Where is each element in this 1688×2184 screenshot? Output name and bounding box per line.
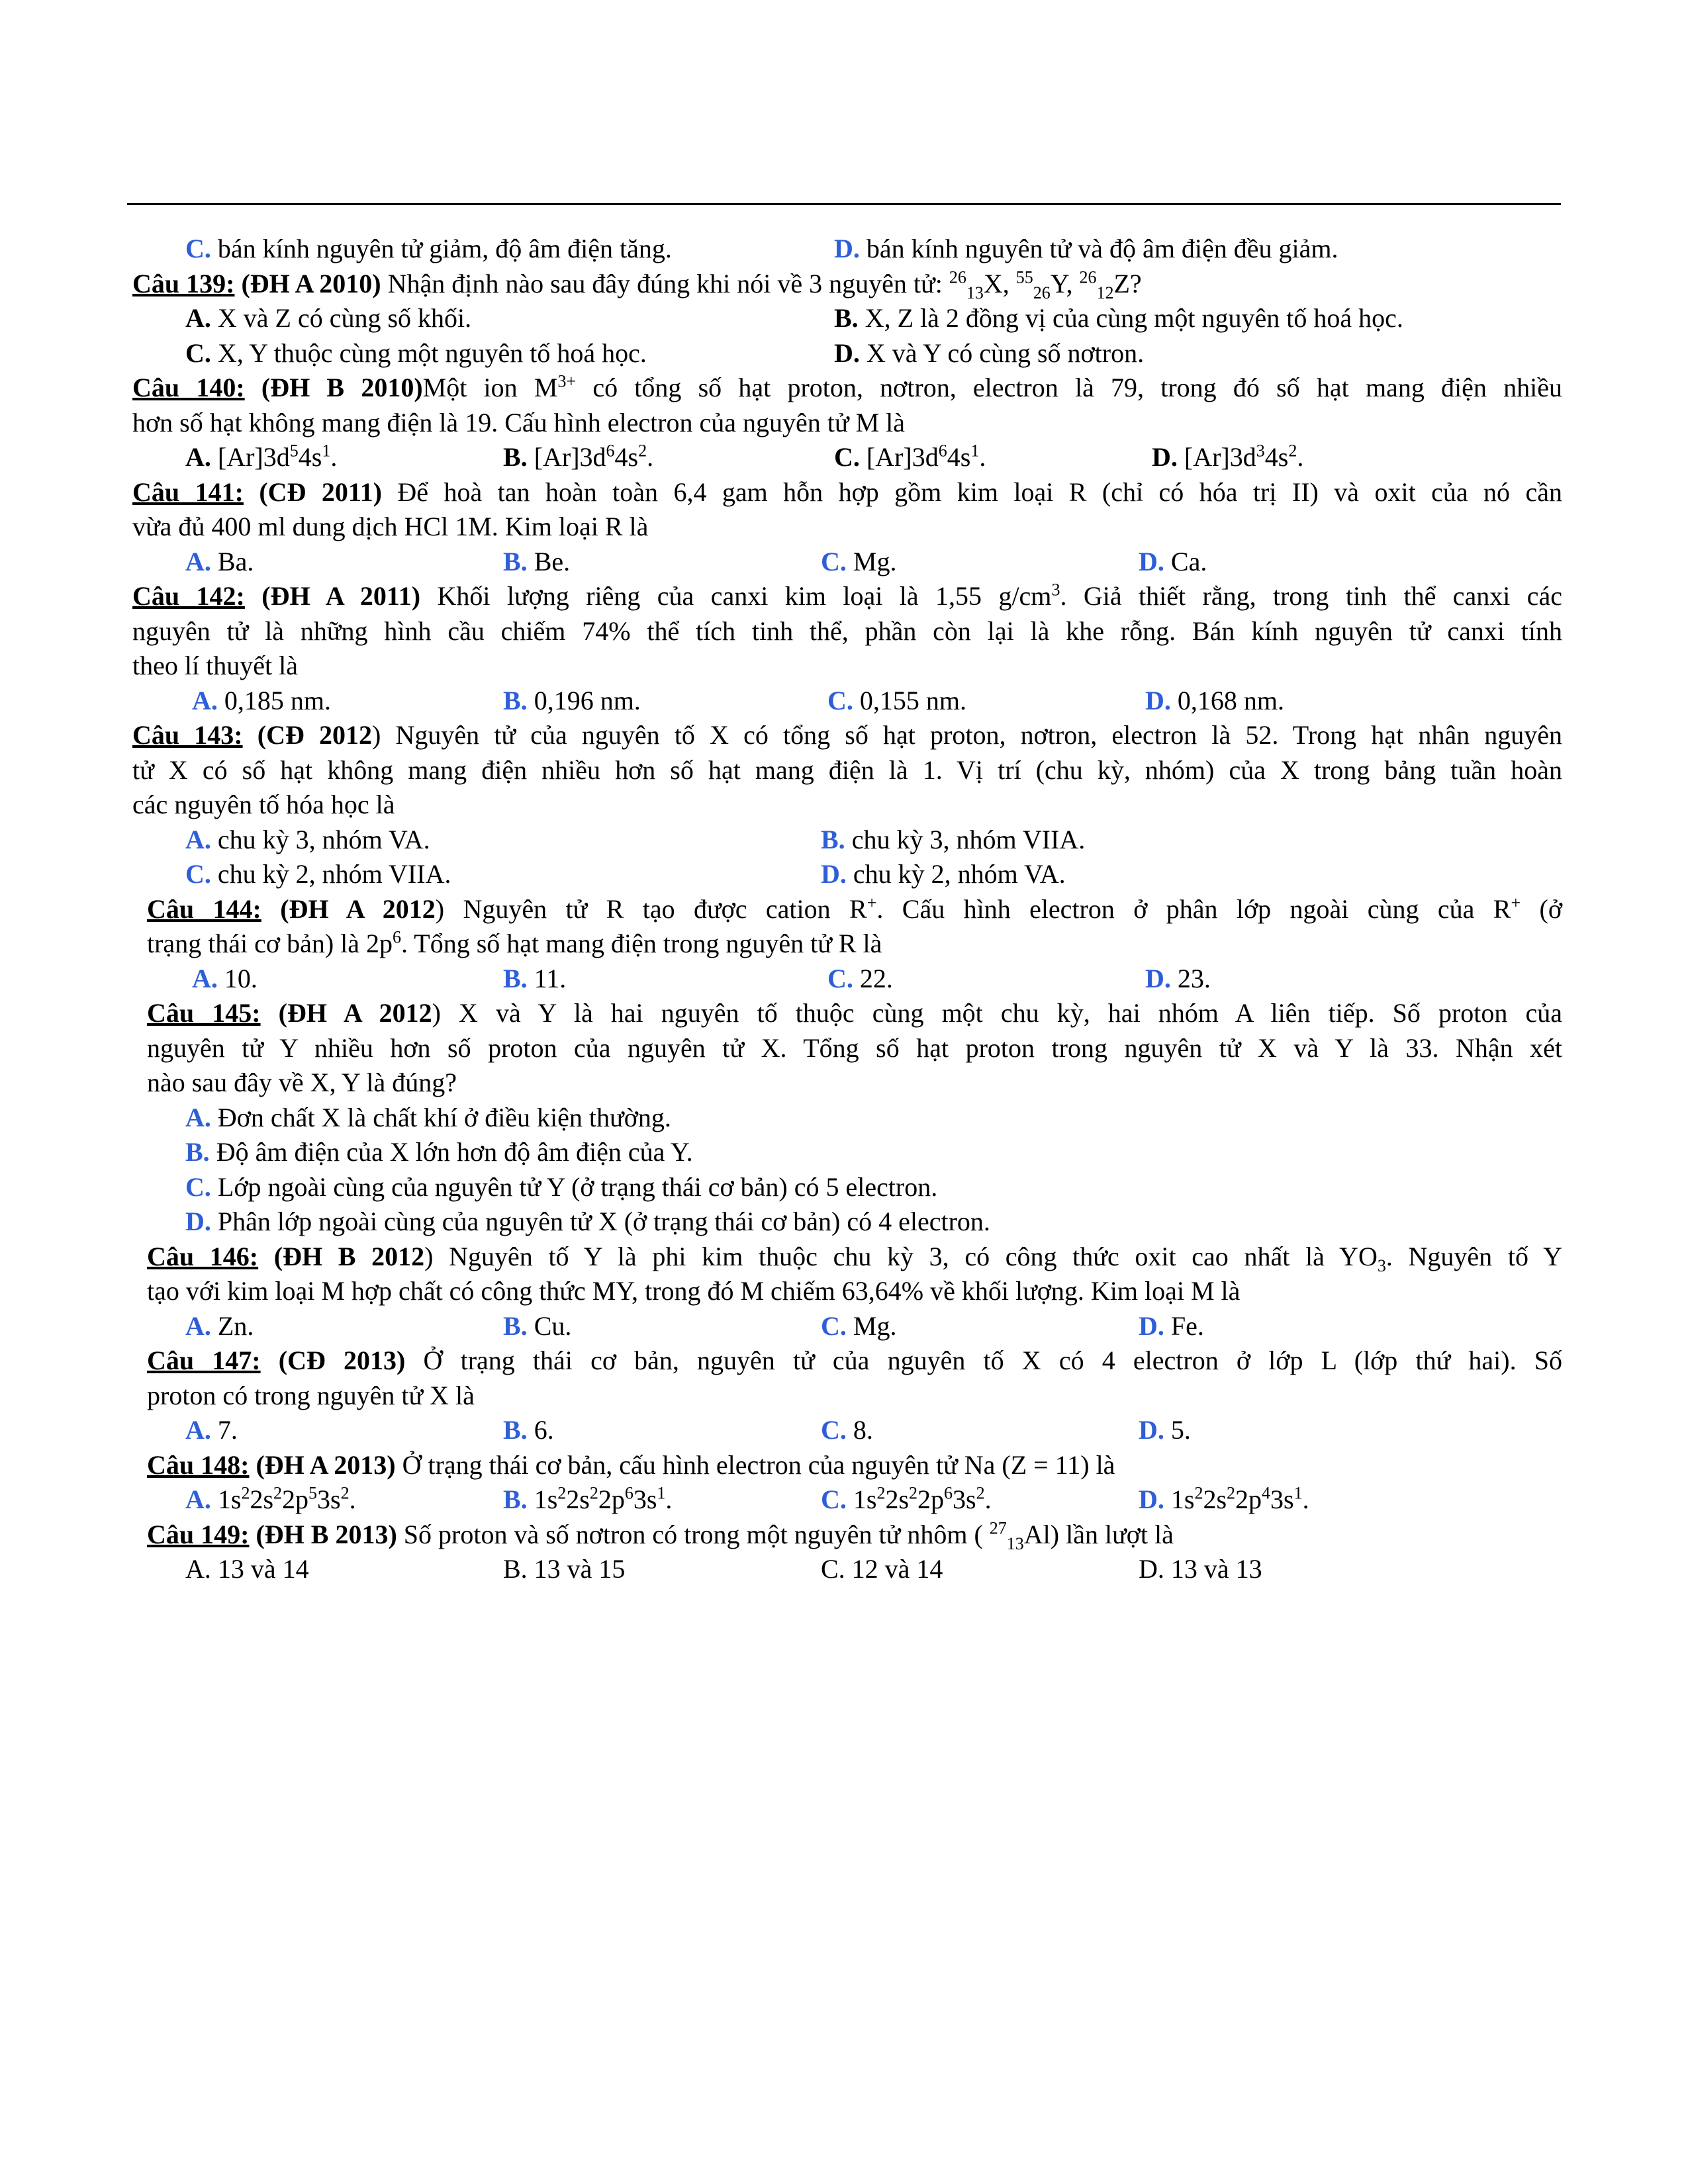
option-letter: A. [185, 546, 211, 576]
question-label: Câu 144: [147, 893, 261, 924]
option-text: 0,185 nm. [217, 685, 332, 715]
q144-stem-line1 [132, 892, 1562, 927]
q147-option-a [185, 1413, 238, 1448]
atom-y: $^{55}_{26}$Y, [1015, 267, 1080, 302]
option-text: Lớp ngoài cùng của nguyên tử Y (ở trạng thái cơ bản) có 5 electron. [211, 1171, 938, 1202]
question-source: (CĐ 2012 [257, 720, 373, 750]
option-text: bán kính nguyên tử giảm, độ âm điện tăng. [211, 234, 672, 263]
exponent: 3 [1051, 580, 1060, 600]
option-text: 23. [1170, 963, 1211, 993]
option-text: Đơn chất X là chất khí ở điều kiện thường. [211, 1102, 671, 1132]
q146-stem-line1 [132, 1240, 1562, 1275]
question-source: (ĐH B 2013) [256, 1519, 397, 1549]
q149-option-c: C. 12 và 14 [821, 1554, 943, 1584]
q145-option-c [132, 1170, 1562, 1205]
question-source: (ĐH A 2011) [261, 581, 421, 611]
question-label: Câu 145: [147, 998, 261, 1028]
option-letter: A. [185, 1310, 211, 1341]
q139-option-a [185, 301, 471, 336]
stem-text: . Giả thiết rằng, trong tinh thể canxi các [1060, 581, 1563, 611]
q142-options [132, 684, 1562, 719]
question-list [132, 232, 1562, 1587]
q140-option-a: A. $[Ar]3d^54s^1$. [185, 441, 338, 472]
option-letter: C. [827, 963, 853, 993]
q147-option-c [821, 1413, 873, 1448]
question-source: (ĐH A 2013) [256, 1449, 396, 1480]
option-letter: D. [1139, 1415, 1164, 1445]
option-text: X và Y có cùng số nơtron. [859, 338, 1145, 368]
question-source: (ĐH B 2012 [273, 1241, 425, 1271]
option-letter: B. [503, 1415, 528, 1445]
option-letter: D. [1145, 685, 1171, 715]
option-text: X và Z có cùng số khối. [211, 303, 472, 333]
q140-options [132, 440, 1562, 475]
q141-option-d [1139, 545, 1207, 580]
option-text: Mg. [846, 1310, 897, 1341]
q146-option-c [821, 1309, 896, 1344]
q138-option-c [185, 232, 672, 267]
option-text: chu kỳ 2, nhóm VIIA. [211, 859, 451, 889]
header-rule [127, 203, 1561, 205]
q143-option-d [821, 857, 1066, 892]
option-text: 22. [853, 963, 893, 993]
option-letter: B. [503, 963, 528, 993]
subscript: 3 [1377, 1255, 1386, 1275]
q147-stem-line2: proton có trong nguyên tử X là [147, 1380, 475, 1410]
stem-text: Ở trạng thái cơ bản, cấu hình electron của nguyên tử Na (Z = 11) là [395, 1449, 1115, 1480]
q141-option-a [185, 545, 254, 580]
q144-option-d [1145, 962, 1211, 997]
option-letter: A. [192, 963, 218, 993]
option-text: Zn. [211, 1310, 254, 1341]
option-letter: B. [503, 685, 528, 715]
question-label: Câu 143: [132, 720, 243, 750]
mass-number: 27 [989, 1518, 1007, 1538]
option-letter: D. [185, 1206, 211, 1236]
q146-option-b [503, 1309, 571, 1344]
q149-options [132, 1552, 1562, 1587]
option-letter: C. [185, 859, 211, 889]
option-letter: D. [821, 859, 847, 889]
option-letter: D. [1139, 1484, 1164, 1514]
q146-options [132, 1309, 1562, 1344]
option-letter: A. [185, 1484, 211, 1514]
option-text: Ba. [211, 546, 254, 576]
option-letter: C. [185, 1171, 211, 1202]
q149-option-a: A. 13 và 14 [185, 1554, 309, 1584]
stem-text: . Nguyên tố Y [1385, 1241, 1563, 1271]
q148-stem [132, 1448, 1562, 1483]
q143-options-cd [132, 857, 1562, 892]
q142-option-d [1145, 684, 1284, 719]
option-letter: B. [185, 1137, 210, 1167]
q147-option-b [503, 1413, 554, 1448]
option-letter: B. [503, 1484, 528, 1514]
stem-text: ) X và Y là hai nguyên tố thuộc cùng một chu kỳ, hai nhóm A liên tiếp. Số proton của [432, 998, 1563, 1028]
option-text: chu kỳ 3, nhóm VIIA. [845, 824, 1086, 854]
option-text: Fe. [1164, 1310, 1204, 1341]
question-source: (ĐH A 2012 [278, 998, 432, 1028]
q141-stem-line1 [132, 475, 1562, 510]
q145-option-d [132, 1205, 1562, 1240]
q146-stem-line2: tạo với kim loại M hợp chất có công thức MY, trong đó M chiếm 63,64% về khối lượng. Kim loại M là [147, 1276, 1241, 1306]
option-letter: B. [503, 442, 528, 472]
q145-stem-line2: nguyên tử Y nhiều hơn số proton của nguyên tử X. Tổng số hạt proton trong nguyên tử X và Y là 33. Nhận xét [147, 1032, 1562, 1063]
q140-stem-line2: hơn số hạt không mang điện là 19. Cấu hình electron của nguyên tử M là [132, 407, 906, 437]
q146-option-a [185, 1309, 254, 1344]
question-label: Câu 146: [147, 1241, 259, 1271]
q143-option-c [185, 857, 451, 892]
q149-option-d: D. 13 và 13 [1139, 1554, 1262, 1584]
q148-options [132, 1482, 1562, 1518]
q148-option-d: D. $1s^22s^22p^43s^1$. [1139, 1483, 1309, 1514]
question-stem: Nhận định nào sau đây đúng khi nói về 3 nguyên tử: [381, 268, 949, 298]
stem-text: ) Nguyên tử của nguyên tố X có tổng số hạt proton, nơtron, electron là 52. Trong hạt nhân nguyên [372, 720, 1562, 750]
q144-option-c [827, 962, 893, 997]
option-letter: A. [192, 685, 218, 715]
stem-text: ) Nguyên tố Y là phi kim thuộc chu kỳ 3, có công thức oxit cao nhất là YO [424, 1241, 1378, 1271]
stem-text: Ở trạng thái cơ bản, nguyên tử của nguyên tố X có 4 electron ở lớp L (lớp thứ hai). Số [405, 1345, 1563, 1375]
option-text: Độ âm điện của X lớn hơn độ âm điện của Y. [209, 1137, 693, 1167]
q141-option-b [503, 545, 570, 580]
question-label: Câu 148: [147, 1449, 250, 1480]
q140-option-b: B. $[Ar]3d^64s^2$. [503, 441, 654, 472]
question-source: (ĐH A 2012 [280, 893, 436, 924]
charge-sup: + [867, 893, 877, 913]
q143-stem-line1 [132, 718, 1562, 753]
q139-stem [132, 267, 1562, 302]
q144-option-b [503, 962, 566, 997]
option-text: Phân lớp ngoài cùng của nguyên tử X (ở trạng thái cơ bản) có 4 electron. [211, 1206, 990, 1236]
option-letter: C. [834, 442, 860, 472]
option-letter: C. [821, 546, 847, 576]
option-letter: A. [185, 824, 211, 854]
stem-text: có tổng số hạt proton, nơtron, electron là 79, trong đó số hạt mang điện nhiều [576, 373, 1563, 402]
q147-options [132, 1413, 1562, 1448]
q142-stem-line2: nguyên tử là những hình cầu chiếm 74% thể tích tinh thể, phần còn lại là khe rỗng. Bán kính nguyên tử canxi tính [132, 615, 1562, 646]
stem-text: Khối lượng riêng của canxi kim loại là 1,55 g/cm [420, 581, 1052, 611]
q141-stem-line2: vừa đủ 400 ml dung dịch HCl 1M. Kim loại R là [132, 512, 649, 541]
charge-sup: 3+ [557, 371, 577, 391]
question-source: (ĐH B 2010) [261, 373, 423, 402]
charge-sup: + [1511, 893, 1521, 913]
option-letter: A. [185, 303, 211, 333]
option-letter: C. [827, 685, 853, 715]
option-text: X, Y thuộc cùng một nguyên tố hoá học. [211, 338, 647, 368]
question-label: Câu 149: [147, 1519, 250, 1549]
q147-option-d [1139, 1413, 1191, 1448]
q148-option-c: C. $1s^22s^22p^63s^2$. [821, 1483, 992, 1514]
option-letter: D. [1139, 1310, 1164, 1341]
option-text: 11. [527, 963, 567, 993]
stem-text: Số proton và số nơtron có trong một nguyên tử nhôm ( [397, 1519, 990, 1549]
stem-text: Một ion M [422, 373, 558, 402]
option-letter: C. [821, 1415, 847, 1445]
option-letter: A. [185, 1415, 211, 1445]
q140-option-d: D. $[Ar]3d^34s^2$. [1152, 441, 1304, 472]
question-label: Câu 140: [132, 373, 245, 402]
option-text: 5. [1164, 1415, 1191, 1445]
q142-option-c [827, 684, 966, 719]
option-letter: B. [503, 1310, 528, 1341]
stem-text: Để hoà tan hoàn toàn 6,4 gam hỗn hợp gồm kim loại R (chỉ có hóa trị II) và oxit của nó cần [381, 477, 1562, 507]
atomic-number: 13 [1006, 1533, 1024, 1553]
atom-x: $^{26}_{13}$X, [949, 267, 1016, 302]
q149-stem [132, 1518, 1562, 1553]
option-letter: D. [834, 234, 860, 263]
q148-option-a: A. $1s^22s^22p^53s^2$. [185, 1483, 356, 1514]
question-label: Câu 142: [132, 581, 245, 611]
option-letter: D. [1152, 442, 1178, 472]
option-text: Mg. [846, 546, 897, 576]
q142-stem-line1 [132, 579, 1562, 614]
q144-stem-line2: trạng thái cơ bản) là $2p^6$. Tổng số hạt mang điện trong nguyên tử R là [147, 927, 882, 958]
option-letter: C. [185, 234, 211, 263]
question-source: (CĐ 2011) [259, 477, 382, 507]
q143-stem-line2: tử X có số hạt không mang điện nhiều hơn số hạt mang điện là 1. Vị trí (chu kỳ, nhóm) của X trong bảng tuần hoàn [132, 754, 1562, 785]
option-letter: B. [834, 303, 859, 333]
q139-options-cd [132, 336, 1562, 371]
option-text: chu kỳ 3, nhóm VA. [211, 824, 430, 854]
option-letter: C. [821, 1484, 847, 1514]
stem-text: . Cấu hình electron ở phân lớp ngoài cùng của R [876, 893, 1511, 924]
q147-stem-line1 [132, 1343, 1562, 1379]
q146-option-d [1139, 1309, 1204, 1344]
option-text: 0,168 nm. [1170, 685, 1285, 715]
stem-text: ) Nguyên tử R tạo được cation R [435, 893, 867, 924]
option-letter: C. [185, 338, 211, 368]
option-letter: C. [821, 1310, 847, 1341]
question-label: Câu 141: [132, 477, 244, 507]
q145-stem-line1 [132, 996, 1562, 1031]
q143-stem-line3: các nguyên tố hóa học là [132, 790, 395, 819]
option-text: 0,155 nm. [853, 685, 967, 715]
option-letter: D. [1139, 546, 1164, 576]
q142-option-a [192, 684, 331, 719]
q145-option-b [132, 1135, 1562, 1170]
option-text: 8. [846, 1415, 873, 1445]
q144-options [132, 962, 1562, 997]
option-letter: D. [1145, 963, 1171, 993]
q143-options-ab [132, 823, 1562, 858]
q143-option-b [821, 823, 1085, 858]
option-letter: A. [185, 442, 211, 472]
question-label: Câu 139: [132, 268, 235, 298]
question-source: (CĐ 2013) [278, 1345, 406, 1375]
q148-option-b: B. $1s^22s^22p^63s^1$. [503, 1483, 673, 1514]
option-text: Be. [527, 546, 571, 576]
stem-text: Al) lần lượt là [1023, 1519, 1174, 1549]
q141-options [132, 545, 1562, 580]
q143-option-a [185, 823, 430, 858]
q145-stem-line3: nào sau đây về X, Y là đúng? [147, 1068, 457, 1097]
q141-option-c [821, 545, 896, 580]
q139-option-d [834, 336, 1144, 371]
stem-text: (ở [1521, 893, 1563, 924]
option-text: Cu. [527, 1310, 572, 1341]
option-letter: A. [185, 1102, 211, 1132]
q144-option-a [192, 962, 258, 997]
q142-option-b [503, 684, 641, 719]
q149-option-b: B. 13 và 15 [503, 1554, 626, 1584]
q139-option-c [185, 336, 647, 371]
option-text: chu kỳ 2, nhóm VA. [846, 859, 1066, 889]
option-text: 10. [217, 963, 258, 993]
option-text: 6. [527, 1415, 554, 1445]
option-text: bán kính nguyên tử và độ âm điện đều giảm. [859, 234, 1338, 263]
q139-option-b [834, 301, 1403, 336]
option-letter: B. [821, 824, 845, 854]
option-text: 0,196 nm. [527, 685, 641, 715]
q142-stem-line3: theo lí thuyết là [132, 651, 298, 680]
q140-option-c: C. $[Ar]3d^64s^1$. [834, 441, 986, 472]
option-letter: D. [834, 338, 860, 368]
option-letter: B. [503, 546, 528, 576]
option-text: X, Z là 2 đồng vị của cùng một nguyên tố hoá học. [858, 303, 1403, 333]
option-text: Ca. [1164, 546, 1207, 576]
q145-option-a [132, 1101, 1562, 1136]
q138-option-d [834, 232, 1338, 267]
question-label: Câu 147: [147, 1345, 261, 1375]
question-source: (ĐH A 2010) [241, 268, 381, 298]
atom-z: $^{26}_{12}$Z? [1079, 267, 1142, 302]
q139-options-ab [132, 301, 1562, 336]
q138-options [132, 232, 1562, 267]
q140-stem-line1 [132, 371, 1562, 406]
option-text: 7. [211, 1415, 238, 1445]
